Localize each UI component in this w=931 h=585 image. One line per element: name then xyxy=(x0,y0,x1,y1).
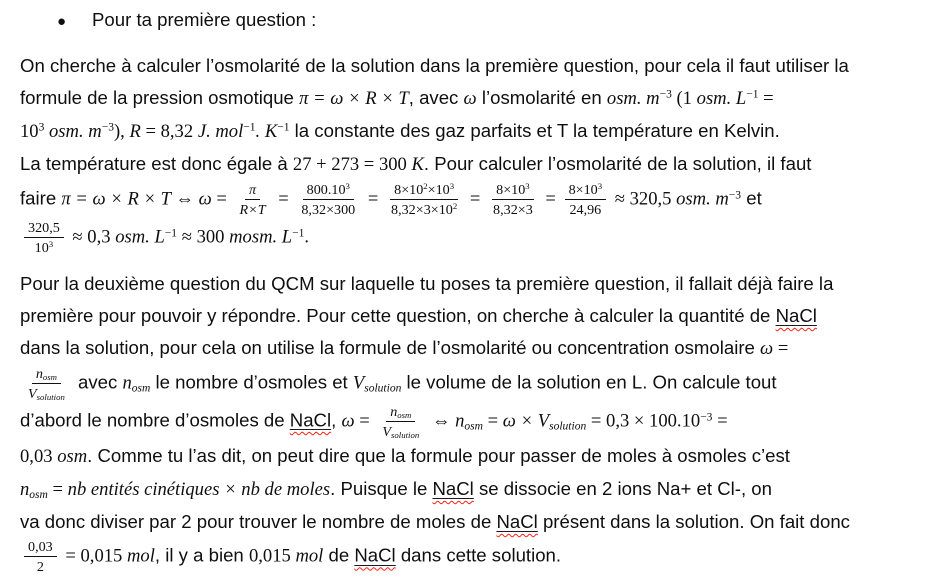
math-number-run: 27 + 273 = 300 xyxy=(292,154,412,175)
text-run: avec xyxy=(72,371,123,393)
fraction-numerator xyxy=(245,181,260,200)
math-number-run: = xyxy=(363,188,384,210)
fraction-numerator xyxy=(565,181,607,200)
math-number-run: = xyxy=(482,410,503,432)
squiggle-text: NaCl xyxy=(496,511,538,532)
fraction-numerator xyxy=(24,538,57,557)
math-number-run: 10 xyxy=(20,121,39,142)
math-number-run: ≈ 0,3 xyxy=(67,226,116,248)
superscript: −1 xyxy=(746,88,759,101)
math-number-run: = 0,015 xyxy=(60,545,127,567)
fraction-numerator xyxy=(24,219,64,238)
math-number-run: . xyxy=(304,226,310,248)
text-run: On cherche à calculer l’osmolarité de la solution dans la première question, pour cela il faut utiliser la xyxy=(20,55,849,76)
math-run: ω xyxy=(760,338,774,359)
math-run: mol xyxy=(127,545,155,567)
math-number-run: = xyxy=(712,410,728,432)
math-run: nb entités cinétiques × nb de moles xyxy=(67,479,331,500)
math-run: mol xyxy=(295,545,324,567)
math-run: R xyxy=(129,121,141,142)
text-line xyxy=(20,332,913,365)
math-run: osm. m xyxy=(44,121,102,142)
text-run: , avec xyxy=(408,87,464,108)
math-number-run: 2 xyxy=(36,559,44,576)
superscript: 2 xyxy=(452,201,458,212)
math-number-run: ), xyxy=(113,121,130,142)
math-run: n xyxy=(390,403,398,420)
text-line xyxy=(20,506,913,538)
fraction-denominator xyxy=(378,422,423,440)
text-run: de xyxy=(323,544,355,566)
math-number-run: 8,32×3×10 xyxy=(391,202,453,219)
fraction-denominator xyxy=(236,200,270,218)
text-run: présent dans la solution. On fait donc xyxy=(537,511,850,532)
fraction xyxy=(236,181,270,219)
text-run: . Pour calculer l’osmolarité de la solution, il faut xyxy=(423,153,812,174)
text-line xyxy=(20,50,913,82)
misspelled-word xyxy=(776,305,817,326)
fraction xyxy=(565,181,607,219)
fraction-numerator xyxy=(32,365,61,384)
paragraph-osmolarity-calculation xyxy=(20,50,913,256)
subscript: solution xyxy=(364,382,402,395)
text-run: . Puisque le xyxy=(330,478,433,499)
fraction xyxy=(489,181,537,219)
text-run: le nombre d’osmoles et xyxy=(150,371,353,393)
fraction-numerator xyxy=(390,181,458,200)
math-number-run: = xyxy=(354,410,375,432)
text-run: , xyxy=(331,409,342,431)
math-run: osm. L xyxy=(696,88,747,109)
math-run: ω × V xyxy=(502,410,550,432)
text-line xyxy=(20,219,913,257)
text-run: va donc diviser par 2 pour trouver le nombre de moles de xyxy=(20,511,497,532)
text-line xyxy=(20,538,913,576)
math-number-run: = 8,32 xyxy=(140,121,198,142)
math-number-run: (1 xyxy=(671,88,697,109)
math-run: n xyxy=(455,410,465,432)
superscript: 3 xyxy=(48,238,54,249)
fraction-denominator xyxy=(387,200,461,218)
text-run: dans la solution, pour cela on utilise la formule de l’osmolarité ou concentration osmolaire xyxy=(20,337,761,358)
math-number-run: = 0,3 × 100.10 xyxy=(586,410,701,432)
text-line xyxy=(20,82,913,115)
math-run: π = ω × R × T xyxy=(61,188,176,210)
math-run: J. mol xyxy=(197,121,244,142)
text-run: formule de la pression osmotique xyxy=(20,87,300,108)
misspelled-word xyxy=(432,478,473,499)
superscript: 3 xyxy=(525,181,530,192)
fraction xyxy=(387,181,461,219)
subscript: solution xyxy=(549,420,587,433)
subscript: osm xyxy=(464,420,483,433)
fraction xyxy=(24,538,57,576)
fraction xyxy=(24,365,69,403)
math-number-run: 8×10 xyxy=(394,182,424,198)
bullet-item xyxy=(57,8,913,34)
fraction xyxy=(297,181,359,219)
fraction-numerator xyxy=(492,181,534,200)
subscript: osm xyxy=(29,488,48,501)
text-run: et xyxy=(741,187,762,209)
fraction xyxy=(24,219,64,257)
text-run: la constante des gaz parfaits et T la température en Kelvin. xyxy=(289,120,780,141)
text-run: l’osmolarité en xyxy=(476,87,607,108)
math-number-run: = xyxy=(465,188,486,210)
text-line xyxy=(20,148,913,181)
text-line xyxy=(20,365,913,403)
squiggle-text: NaCl xyxy=(432,478,474,499)
superscript: −3 xyxy=(700,410,713,423)
math-number-run: 0,03 xyxy=(20,446,58,467)
math-run: π = ω × R × T xyxy=(299,88,409,109)
math-number-run: 800.10 xyxy=(306,182,346,198)
text-run: faire xyxy=(20,187,62,209)
math-number-run: 8,32×300 xyxy=(301,202,356,219)
math-number-run: = xyxy=(773,338,789,359)
text-line xyxy=(20,473,913,506)
squiggle-text: NaCl xyxy=(775,305,817,326)
paragraph-qcm-nacl xyxy=(20,268,913,576)
superscript: −1 xyxy=(277,121,290,134)
misspelled-word xyxy=(290,409,331,430)
superscript: 3 xyxy=(345,181,350,192)
text-run: La température est donc égale à xyxy=(20,153,293,174)
math-number-run: 24,96 xyxy=(569,202,602,219)
math-run: n xyxy=(35,366,43,382)
math-number-run: ⇔ xyxy=(427,410,456,432)
fraction-denominator xyxy=(24,384,69,402)
math-number-run: 8×10 xyxy=(568,182,598,198)
math-run: V xyxy=(28,386,37,403)
math-run: n xyxy=(122,372,132,394)
math-number-run: = xyxy=(540,188,561,210)
superscript: −1 xyxy=(164,226,178,239)
superscript: −3 xyxy=(728,189,742,202)
math-number-run: 0,03 xyxy=(28,539,53,555)
subscript: osm xyxy=(131,382,151,395)
math-run: V xyxy=(352,372,365,394)
math-number-run: = xyxy=(211,188,232,210)
math-run: mosm. L xyxy=(229,226,293,248)
math-run: n xyxy=(20,479,30,500)
text-line xyxy=(20,440,913,473)
bullet-icon: ● xyxy=(57,13,67,30)
fraction xyxy=(378,403,423,441)
superscript: 3 xyxy=(449,181,455,192)
math-run: ω xyxy=(198,188,212,210)
subscript: osm xyxy=(42,372,57,383)
math-run: osm xyxy=(57,446,88,467)
fraction-denominator xyxy=(489,200,537,218)
superscript: −1 xyxy=(292,226,305,239)
fraction-denominator xyxy=(31,238,58,256)
math-run: osm. m xyxy=(606,88,660,109)
misspelled-word xyxy=(354,545,395,566)
math-number-run: = xyxy=(47,479,68,500)
math-run: ω xyxy=(463,88,477,109)
math-run: π xyxy=(249,182,257,198)
math-number-run: 8,32×3 xyxy=(493,202,533,219)
subscript: solution xyxy=(36,392,65,403)
fraction-numerator xyxy=(303,181,354,200)
math-number-run: ×10 xyxy=(427,182,450,198)
math-number-run: = xyxy=(273,188,294,210)
bullet-item-text: Pour ta première question : xyxy=(92,9,317,30)
text-line xyxy=(20,268,913,300)
text-line xyxy=(20,403,913,441)
math-number-run: 8×10 xyxy=(496,182,526,198)
superscript: 2 xyxy=(423,181,428,192)
math-run: osm. m xyxy=(676,188,729,210)
text-line xyxy=(20,181,913,219)
math-run: K xyxy=(411,154,424,175)
superscript: −3 xyxy=(659,88,672,101)
math-run: ω xyxy=(341,410,355,432)
squiggle-text: NaCl xyxy=(289,409,332,431)
text-run: dans cette solution. xyxy=(395,544,562,566)
math-number-run: = xyxy=(758,88,774,109)
superscript: 3 xyxy=(38,121,45,134)
subscript: solution xyxy=(391,429,420,440)
math-run: V xyxy=(382,423,392,440)
text-line xyxy=(20,300,913,332)
math-number-run: ≈ 320,5 xyxy=(610,188,677,210)
math-run: R×T xyxy=(239,202,266,219)
squiggle-text: NaCl xyxy=(354,544,396,566)
math-number-run: ≈ 300 xyxy=(177,226,230,248)
superscript: −3 xyxy=(101,121,114,134)
text-run: se dissocie en 2 ions Na+ et Cl-, on xyxy=(473,478,772,499)
math-number-run: ⇔ xyxy=(175,188,199,210)
text-run: le volume de la solution en L. On calcule tout xyxy=(401,371,777,393)
subscript: osm xyxy=(397,409,412,420)
misspelled-word xyxy=(496,511,537,532)
text-run: , il y a bien xyxy=(154,544,249,566)
math-number-run: 10 xyxy=(34,239,49,256)
math-run: . K xyxy=(255,121,278,142)
fraction-denominator xyxy=(297,200,359,218)
math-number-run: 320,5 xyxy=(28,219,60,236)
text-run: d’abord le nombre d’osmoles de xyxy=(20,409,290,431)
text-line xyxy=(20,115,913,148)
superscript: −1 xyxy=(243,121,256,134)
fraction-numerator xyxy=(386,403,415,422)
superscript: 3 xyxy=(597,181,603,192)
text-run: . Comme tu l’as dit, on peut dire que la formule pour passer de moles à osmoles c’est xyxy=(87,445,790,466)
fraction-denominator xyxy=(565,200,605,218)
math-number-run: 0,015 xyxy=(248,545,296,567)
fraction-denominator xyxy=(33,557,48,575)
math-run: osm. L xyxy=(115,226,165,248)
text-run: première pour pouvoir y répondre. Pour cette question, on cherche à calculer la quantité de xyxy=(20,305,776,326)
text-run: Pour la deuxième question du QCM sur laquelle tu poses ta première question, il fallait déjà faire la xyxy=(20,273,834,294)
